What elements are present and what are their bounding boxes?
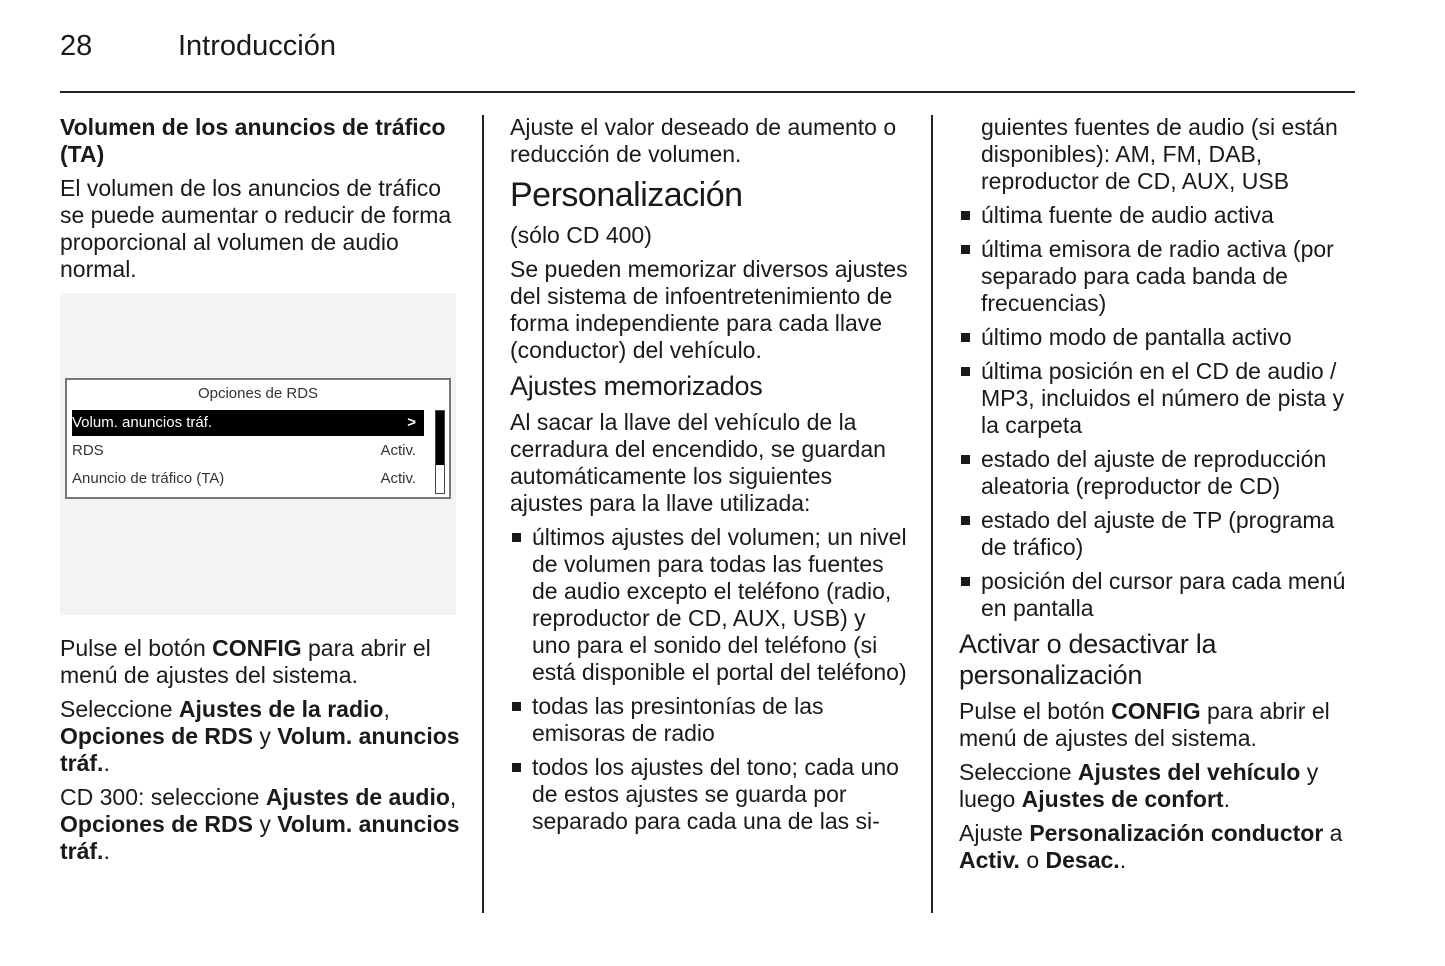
text-run: guientes fuentes de audio (si están disponibles): AM, FM, DAB, reproductor de CD, AUX, USB	[981, 114, 1338, 194]
paragraph	[60, 784, 460, 865]
text-run: últimos ajustes del volumen; un nivel de volumen para todas las fuentes de audio excepto el teléfono (radio, reproductor de CD, AUX, USB) y uno para el sonido del teléfono (si está disponible el portal del teléfono)	[532, 524, 907, 685]
text-run: para abrir el menú de ajustes del sistema.	[60, 635, 431, 688]
display-screenshot	[60, 293, 456, 615]
bullet-square-icon	[961, 577, 970, 586]
menu-row	[72, 466, 424, 492]
paragraph	[60, 696, 460, 777]
paragraph	[510, 256, 908, 364]
text-run: ,	[383, 696, 390, 722]
column-3	[959, 114, 1357, 881]
text-run: Pulse el botón	[959, 698, 1112, 724]
bullet-item	[959, 568, 1357, 622]
menu-row-label: Volum. anuncios tráf.	[72, 414, 213, 431]
menu-row-label: RDS	[72, 442, 104, 459]
bullet-square-icon	[512, 702, 521, 711]
bullet-continuation	[959, 114, 1357, 195]
text-run: y luego	[959, 759, 1319, 812]
paragraph	[959, 759, 1357, 813]
bold-term: Ajustes del vehículo	[1077, 759, 1301, 785]
text-run: Activar o desactivar la personalización	[959, 629, 1217, 690]
text-run: Se pueden memorizar diversos ajustes del sistema de infoentretenimiento de forma independiente para cada llave (conductor) del vehículo.	[510, 256, 908, 363]
bullet-item	[959, 358, 1357, 439]
bullet-square-icon	[961, 367, 970, 376]
bold-term: Opciones de RDS	[60, 811, 253, 837]
text-run: estado del ajuste de reproducción aleatoria (reproductor de CD)	[981, 446, 1327, 499]
paragraph	[959, 820, 1357, 874]
section-heading	[510, 175, 908, 215]
bullet-item	[510, 754, 908, 835]
text-run: Ajuste el valor deseado de aumento o reducción de volumen.	[510, 114, 897, 167]
text-run: .	[103, 838, 110, 864]
text-run: Seleccione	[60, 696, 179, 722]
column-2	[510, 114, 908, 842]
bold-term: Ajustes de confort	[1021, 786, 1224, 812]
menu-row-value: Activ.	[380, 442, 416, 459]
bold-term: Ajustes de la radio	[178, 696, 384, 722]
bullet-square-icon	[961, 516, 970, 525]
text-run: .	[1223, 786, 1230, 812]
page-number: 28	[60, 30, 93, 62]
text-run: Al sacar la llave del vehículo de la cerradura del encendido, se guardan automáticamente los siguientes ajustes para la llave utilizada:	[510, 409, 886, 516]
paragraph	[510, 114, 908, 168]
text-run: todos los ajustes del tono; cada uno de estos ajustes se guarda por separado para cada una de las si-	[532, 754, 899, 834]
bullet-item	[959, 507, 1357, 561]
chevron-right-icon: >	[407, 414, 416, 431]
text-run: última posición en el CD de audio / MP3, incluidos el número de pista y la carpeta	[981, 358, 1345, 438]
bullet-item	[959, 236, 1357, 317]
text-run: y	[252, 723, 278, 749]
bold-term: CONFIG	[212, 635, 302, 661]
bullet-square-icon	[961, 211, 970, 220]
menu-row	[72, 438, 424, 464]
column-divider	[931, 115, 933, 913]
text-run: Pulse el botón	[60, 635, 213, 661]
text-run: y	[252, 811, 278, 837]
bold-term: Volum. anuncios tráf.	[60, 723, 460, 776]
text-run: Personalización	[510, 176, 743, 214]
text-run: Seleccione	[959, 759, 1078, 785]
text-run: última emisora de radio activa (por separado para cada banda de frecuencias)	[981, 236, 1334, 316]
text-run: última fuente de audio activa	[981, 202, 1274, 228]
text-run: o	[1019, 847, 1046, 873]
bold-term: Ajustes de audio	[265, 784, 450, 810]
bullet-item	[959, 324, 1357, 351]
text-run: Ajustes memorizados	[510, 371, 763, 401]
bold-term: Activ.	[959, 847, 1020, 873]
menu-row-value: Activ.	[380, 470, 416, 487]
bold-term: Personalización conductor	[1029, 820, 1324, 846]
bullet-item	[959, 202, 1357, 229]
text-run: posición del cursor para cada menú en pantalla	[981, 568, 1346, 621]
text-run: El volumen de los anuncios de tráfico se puede aumentar o reducir de forma proporcional al volumen de audio normal.	[60, 175, 452, 282]
bold-heading	[60, 114, 460, 168]
bullet-square-icon	[961, 245, 970, 254]
text-run: Ajuste	[959, 820, 1030, 846]
bold-term: CONFIG	[1111, 698, 1201, 724]
text-run: último modo de pantalla activo	[981, 324, 1292, 350]
text-run: CD 300: seleccione	[60, 784, 266, 810]
text-run: Volumen de los anuncios de tráfico (TA)	[60, 114, 446, 167]
bullet-item	[510, 524, 908, 686]
scrollbar	[435, 410, 445, 494]
subsection-heading	[510, 371, 908, 402]
header-rule	[60, 91, 1355, 93]
text-run: (sólo CD 400)	[510, 222, 652, 248]
text-run: para abrir el menú de ajustes del sistema.	[959, 698, 1330, 751]
paragraph	[60, 175, 460, 283]
menu-row-label: Anuncio de tráfico (TA)	[72, 470, 225, 487]
bold-term: Desac.	[1045, 847, 1120, 873]
bullet-item	[510, 693, 908, 747]
menu-row-selected	[72, 410, 424, 436]
text-run: .	[103, 750, 110, 776]
column-1	[60, 114, 460, 872]
subsection-heading	[959, 629, 1357, 691]
bullet-item	[959, 446, 1357, 500]
bullet-square-icon	[512, 763, 521, 772]
bullet-square-icon	[961, 333, 970, 342]
screen-title: Opciones de RDS	[197, 385, 319, 402]
bullet-square-icon	[961, 455, 970, 464]
paragraph	[959, 698, 1357, 752]
paragraph	[510, 409, 908, 517]
paragraph	[60, 635, 460, 689]
rds-options-screen	[65, 378, 451, 499]
paragraph	[510, 222, 908, 249]
bold-term: Opciones de RDS	[60, 723, 253, 749]
column-divider	[482, 115, 484, 913]
section-title: Introducción	[178, 30, 336, 62]
text-run: a	[1323, 820, 1343, 846]
text-run: .	[1119, 847, 1127, 873]
text-run: estado del ajuste de TP (programa de tráfico)	[981, 507, 1335, 560]
bold-term: Volum. anuncios tráf.	[60, 811, 460, 864]
bullet-square-icon	[512, 533, 521, 542]
text-run: todas las presintonías de las emisoras de radio	[532, 693, 824, 746]
text-run: ,	[449, 784, 457, 810]
